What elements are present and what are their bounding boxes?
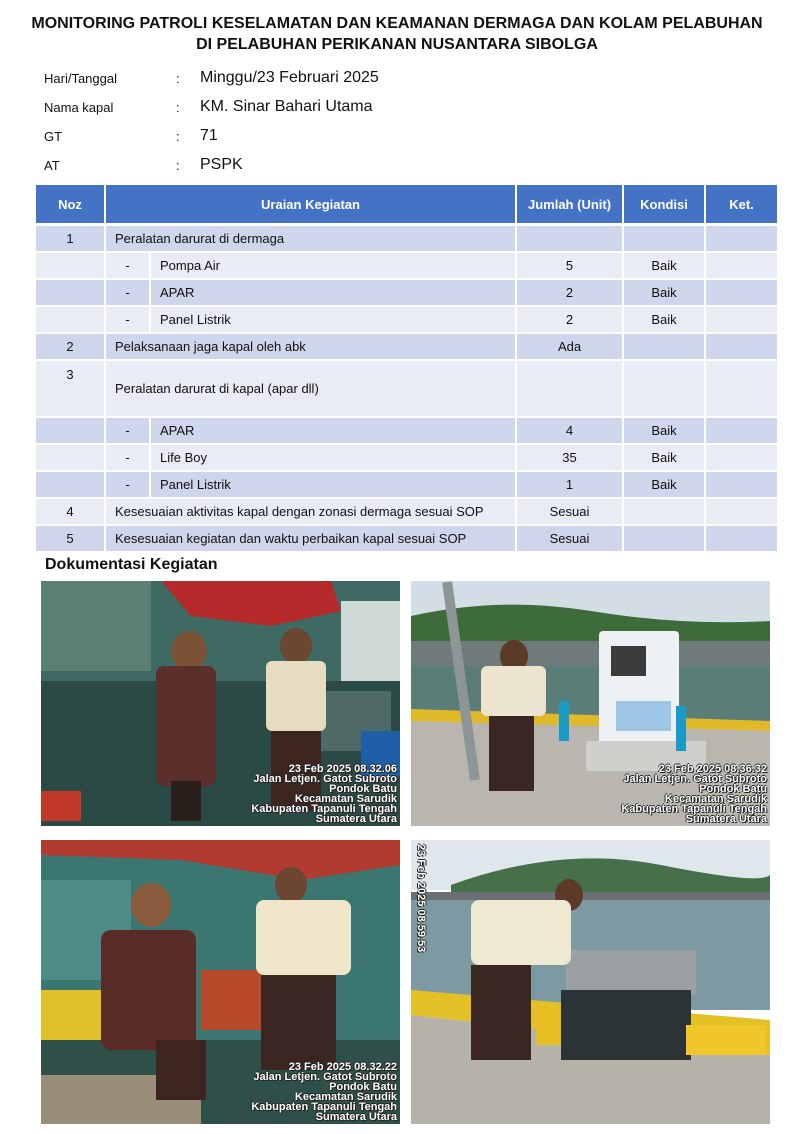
cell-empty <box>706 472 779 499</box>
cell-empty <box>36 418 106 445</box>
photo-4 <box>411 840 770 1124</box>
cell-empty <box>706 307 779 334</box>
stamp-line: Jalan Letjen. Gatot Subroto <box>253 773 397 785</box>
row-item: Pompa Air <box>151 253 517 280</box>
row-item: Life Boy <box>151 445 517 472</box>
row-item: APAR <box>151 418 517 445</box>
cell-empty <box>36 253 106 280</box>
photo-2 <box>411 581 770 826</box>
cell-empty <box>706 445 779 472</box>
cell-empty <box>36 280 106 307</box>
table-row <box>36 472 779 499</box>
row-dash: - <box>106 418 151 445</box>
cell-empty <box>706 226 779 253</box>
documentation-title: Dokumentasi Kegiatan <box>45 556 218 573</box>
row-item: APAR <box>151 280 517 307</box>
photo-3 <box>41 840 400 1124</box>
photo-4-stamp <box>416 844 426 952</box>
row-qty: Ada <box>517 334 624 361</box>
stamp-line: Kecamatan Sarudik <box>294 1091 397 1103</box>
photo-4-image <box>411 840 770 1124</box>
stamp-line: Pondok Batu <box>329 783 397 795</box>
info-label: Nama kapal <box>44 100 114 115</box>
row-no: 3 <box>36 361 106 418</box>
table-row <box>36 499 779 526</box>
photo-1 <box>41 581 400 826</box>
info-value: 71 <box>200 127 218 144</box>
photo-2-stamp <box>621 764 767 824</box>
stamp-line: 23 Feb 2025 08.59.53 <box>415 844 427 953</box>
cell-empty <box>36 445 106 472</box>
title-line-2: DI PELABUHAN PERIKANAN NUSANTARA SIBOLGA <box>196 36 598 53</box>
info-label: AT <box>44 158 60 173</box>
table-row <box>36 253 779 280</box>
row-item: Panel Listrik <box>151 307 517 334</box>
row-dash: - <box>106 472 151 499</box>
row-cond: Baik <box>624 445 706 472</box>
cell-empty <box>706 526 779 553</box>
cell-empty <box>706 418 779 445</box>
cell-empty <box>36 472 106 499</box>
stamp-line: Jalan Letjen. Gatot Subroto <box>623 773 767 785</box>
monitoring-table <box>36 185 779 553</box>
table-row <box>36 307 779 334</box>
info-value: PSPK <box>200 156 243 173</box>
info-row-ship-name <box>44 95 544 124</box>
stamp-line: Pondok Batu <box>699 783 767 795</box>
table-row <box>36 445 779 472</box>
table-row <box>36 280 779 307</box>
row-dash: - <box>106 280 151 307</box>
row-cond: Baik <box>624 280 706 307</box>
row-text: Peralatan darurat di dermaga <box>106 226 517 253</box>
info-label: GT <box>44 129 63 144</box>
info-colon: : <box>176 158 180 173</box>
info-row-date <box>44 66 544 95</box>
header-jumlah: Jumlah (Unit) <box>517 185 624 226</box>
cell-empty <box>706 361 779 418</box>
info-row-at <box>44 153 544 182</box>
row-cond: Baik <box>624 472 706 499</box>
info-value: Minggu/23 Februari 2025 <box>200 69 379 86</box>
document-title <box>0 13 794 55</box>
row-qty: 4 <box>517 418 624 445</box>
stamp-line: Kabupaten Tapanuli Tengah <box>251 803 397 815</box>
info-colon: : <box>176 71 180 86</box>
info-value: KM. Sinar Bahari Utama <box>200 98 373 115</box>
ship-info <box>44 66 544 182</box>
stamp-line: Sumatera Utara <box>685 813 767 825</box>
row-no: 1 <box>36 226 106 253</box>
info-colon: : <box>176 129 180 144</box>
row-qty: 2 <box>517 307 624 334</box>
table-row <box>36 361 779 418</box>
cell-empty <box>624 334 706 361</box>
info-colon: : <box>176 100 180 115</box>
photo-3-stamp <box>251 1062 397 1122</box>
cell-empty <box>706 334 779 361</box>
cell-empty <box>624 499 706 526</box>
header-no: Noz <box>36 185 106 226</box>
stamp-line: Pondok Batu <box>329 1081 397 1093</box>
row-text: Peralatan darurat di kapal (apar dll) <box>106 361 517 418</box>
row-cond: Baik <box>624 418 706 445</box>
stamp-line: Sumatera Utara <box>315 1111 397 1123</box>
header-kondisi: Kondisi <box>624 185 706 226</box>
cell-empty <box>517 361 624 418</box>
info-label: Hari/Tanggal <box>44 71 117 86</box>
header-uraian: Uraian Kegiatan <box>106 185 517 226</box>
stamp-line: Kecamatan Sarudik <box>664 793 767 805</box>
stamp-line: Kabupaten Tapanuli Tengah <box>621 803 767 815</box>
row-dash: - <box>106 307 151 334</box>
row-qty: 1 <box>517 472 624 499</box>
row-dash: - <box>106 253 151 280</box>
header-ket: Ket. <box>706 185 779 226</box>
cell-empty <box>624 361 706 418</box>
row-no: 5 <box>36 526 106 553</box>
row-text: Kesesuaian kegiatan dan waktu perbaikan kapal sesuai SOP <box>106 526 517 553</box>
stamp-line: Kecamatan Sarudik <box>294 793 397 805</box>
cell-empty <box>706 499 779 526</box>
cell-empty <box>36 307 106 334</box>
table-row <box>36 526 779 553</box>
cell-empty <box>706 280 779 307</box>
table-header-row <box>36 185 779 226</box>
stamp-line: Kabupaten Tapanuli Tengah <box>251 1101 397 1113</box>
row-no: 2 <box>36 334 106 361</box>
row-qty: 35 <box>517 445 624 472</box>
stamp-line: 23 Feb 2025 08.32.06 <box>288 763 397 775</box>
cell-empty <box>624 526 706 553</box>
row-text: Pelaksanaan jaga kapal oleh abk <box>106 334 517 361</box>
row-qty: Sesuai <box>517 499 624 526</box>
row-no: 4 <box>36 499 106 526</box>
cell-empty <box>624 226 706 253</box>
stamp-line: 23 Feb 2025 08.36.32 <box>658 763 767 775</box>
table-row <box>36 226 779 253</box>
photo-1-stamp <box>251 764 397 824</box>
row-qty: 5 <box>517 253 624 280</box>
info-row-gt <box>44 124 544 153</box>
stamp-line: 23 Feb 2025 08.32.22 <box>288 1061 397 1073</box>
stamp-line: Jalan Letjen. Gatot Subroto <box>253 1071 397 1083</box>
table-row <box>36 418 779 445</box>
row-item: Panel Listrik <box>151 472 517 499</box>
title-line-1: MONITORING PATROLI KESELAMATAN DAN KEAMANAN DERMAGA DAN KOLAM PELABUHAN <box>31 15 763 32</box>
row-cond: Baik <box>624 307 706 334</box>
cell-empty <box>517 226 624 253</box>
stamp-line: Sumatera Utara <box>315 813 397 825</box>
row-text: Kesesuaian aktivitas kapal dengan zonasi dermaga sesuai SOP <box>106 499 517 526</box>
row-qty: Sesuai <box>517 526 624 553</box>
row-qty: 2 <box>517 280 624 307</box>
cell-empty <box>706 253 779 280</box>
row-cond: Baik <box>624 253 706 280</box>
row-dash: - <box>106 445 151 472</box>
table-row <box>36 334 779 361</box>
